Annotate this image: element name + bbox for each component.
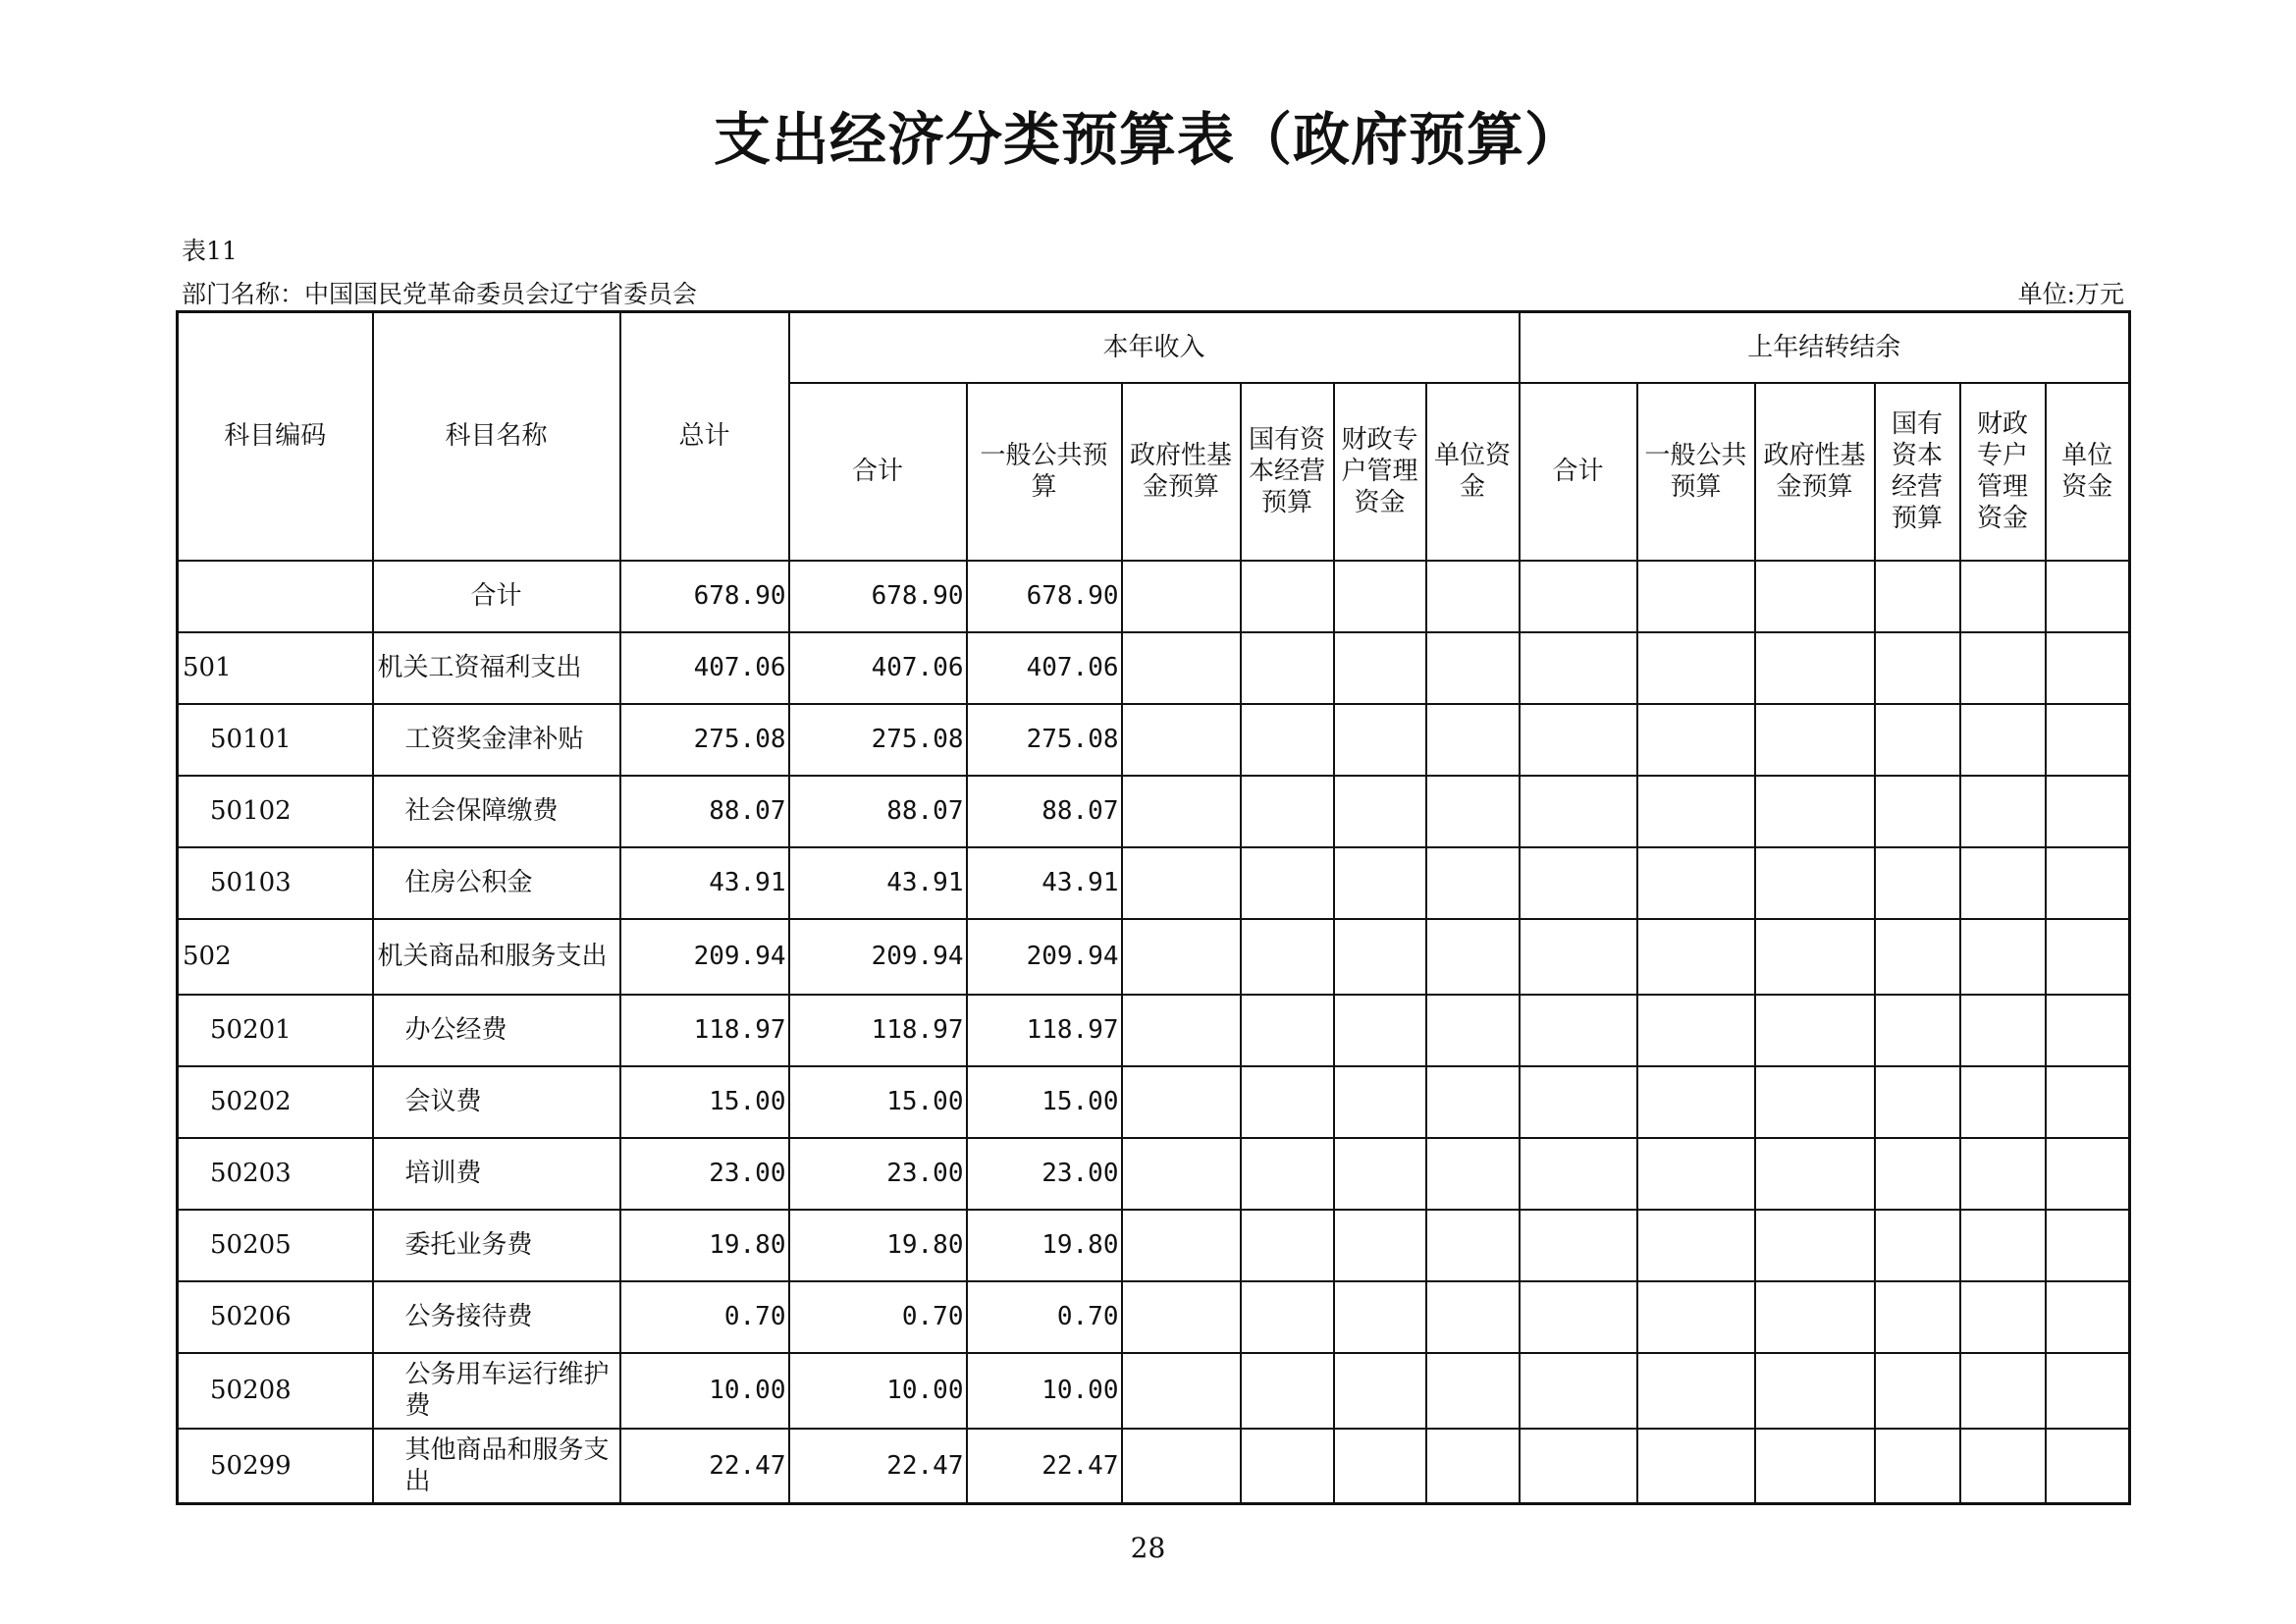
header-py-govfund: 政府性基金预算 xyxy=(1755,383,1875,561)
row-name: 委托业务费 xyxy=(373,1210,620,1281)
row-name: 其他商品和服务支出 xyxy=(373,1429,620,1504)
row-total: 407.06 xyxy=(620,632,789,704)
table-row xyxy=(178,1210,2130,1281)
row-cy-sum: 43.91 xyxy=(789,847,967,919)
page-title: 支出经济分类预算表（政府预算） xyxy=(713,106,1582,173)
row-total: 275.08 xyxy=(620,704,789,776)
header-py-unit: 单位资金 xyxy=(2046,383,2130,561)
row-code: 50208 xyxy=(178,1353,373,1429)
row-name: 公务接待费 xyxy=(373,1281,620,1353)
row-code: 50205 xyxy=(178,1210,373,1281)
header-total: 总计 xyxy=(620,312,789,561)
row-cy-general: 19.80 xyxy=(967,1210,1122,1281)
row-name: 公务用车运行维护费 xyxy=(373,1353,620,1429)
header-name: 科目名称 xyxy=(373,312,620,561)
row-cy-general: 407.06 xyxy=(967,632,1122,704)
row-code: 501 xyxy=(178,632,373,704)
table-row xyxy=(178,632,2130,704)
row-code: 50101 xyxy=(178,704,373,776)
row-total: 22.47 xyxy=(620,1429,789,1504)
header-cy-govfund: 政府性基金预算 xyxy=(1122,383,1241,561)
row-name: 机关商品和服务支出 xyxy=(373,919,620,995)
header-cy-stateop: 国有资本经营预算 xyxy=(1241,383,1334,561)
row-cy-general: 22.47 xyxy=(967,1429,1122,1504)
table-row xyxy=(178,561,2130,632)
row-cy-general: 88.07 xyxy=(967,776,1122,847)
row-name: 住房公积金 xyxy=(373,847,620,919)
row-name: 会议费 xyxy=(373,1066,620,1138)
row-cy-sum: 10.00 xyxy=(789,1353,967,1429)
row-total: 678.90 xyxy=(620,561,789,632)
header-py-sum: 合计 xyxy=(1520,383,1637,561)
row-code: 50201 xyxy=(178,995,373,1066)
row-name: 合计 xyxy=(373,561,620,632)
header-py-general: 一般公共预算 xyxy=(1637,383,1755,561)
header-cy-unit: 单位资金 xyxy=(1426,383,1520,561)
row-cy-sum: 15.00 xyxy=(789,1066,967,1138)
row-cy-general: 23.00 xyxy=(967,1138,1122,1210)
row-name: 社会保障缴费 xyxy=(373,776,620,847)
table-row xyxy=(178,704,2130,776)
row-cy-sum: 23.00 xyxy=(789,1138,967,1210)
row-total: 43.91 xyxy=(620,847,789,919)
row-cy-sum: 275.08 xyxy=(789,704,967,776)
table-row xyxy=(178,995,2130,1066)
row-cy-general: 678.90 xyxy=(967,561,1122,632)
header-prior-year: 上年结转结余 xyxy=(1520,312,2130,383)
table-row xyxy=(178,847,2130,919)
table-row xyxy=(178,1353,2130,1429)
row-total: 118.97 xyxy=(620,995,789,1066)
table-row xyxy=(178,1138,2130,1210)
row-code: 50203 xyxy=(178,1138,373,1210)
row-code: 50299 xyxy=(178,1429,373,1504)
budget-table xyxy=(176,310,2131,1505)
row-cy-general: 43.91 xyxy=(967,847,1122,919)
row-cy-general: 209.94 xyxy=(967,919,1122,995)
row-cy-sum: 88.07 xyxy=(789,776,967,847)
row-cy-general: 0.70 xyxy=(967,1281,1122,1353)
row-name: 工资奖金津补贴 xyxy=(373,704,620,776)
row-cy-general: 10.00 xyxy=(967,1353,1122,1429)
row-cy-sum: 22.47 xyxy=(789,1429,967,1504)
row-total: 10.00 xyxy=(620,1353,789,1429)
row-cy-sum: 19.80 xyxy=(789,1210,967,1281)
row-name: 机关工资福利支出 xyxy=(373,632,620,704)
row-code: 50202 xyxy=(178,1066,373,1138)
row-total: 209.94 xyxy=(620,919,789,995)
row-total: 23.00 xyxy=(620,1138,789,1210)
row-cy-general: 15.00 xyxy=(967,1066,1122,1138)
header-code: 科目编码 xyxy=(178,312,373,561)
department-name: 部门名称：中国国民党革命委员会辽宁省委员会 xyxy=(182,280,698,308)
header-py-special: 财政专户管理资金 xyxy=(1960,383,2046,561)
table-row xyxy=(178,1429,2130,1504)
header-cy-sum: 合计 xyxy=(789,383,967,561)
row-cy-sum: 118.97 xyxy=(789,995,967,1066)
table-row xyxy=(178,776,2130,847)
table-row xyxy=(178,919,2130,995)
row-total: 88.07 xyxy=(620,776,789,847)
row-code: 50206 xyxy=(178,1281,373,1353)
row-cy-sum: 678.90 xyxy=(789,561,967,632)
header-cy-general: 一般公共预算 xyxy=(967,383,1122,561)
table-row xyxy=(178,1066,2130,1138)
header-cy-special: 财政专户管理资金 xyxy=(1334,383,1426,561)
row-cy-general: 118.97 xyxy=(967,995,1122,1066)
unit-label: 单位:万元 xyxy=(2017,280,2124,308)
page-number: 28 xyxy=(1130,1532,1166,1564)
row-total: 19.80 xyxy=(620,1210,789,1281)
header-current-year: 本年收入 xyxy=(789,312,1520,383)
table-number: 表11 xyxy=(182,237,238,265)
row-code: 502 xyxy=(178,919,373,995)
row-code: 50102 xyxy=(178,776,373,847)
row-cy-sum: 0.70 xyxy=(789,1281,967,1353)
header-py-stateop: 国有资本经营预算 xyxy=(1875,383,1960,561)
row-name: 培训费 xyxy=(373,1138,620,1210)
row-total: 15.00 xyxy=(620,1066,789,1138)
row-code: 50103 xyxy=(178,847,373,919)
row-cy-sum: 407.06 xyxy=(789,632,967,704)
row-cy-general: 275.08 xyxy=(967,704,1122,776)
table-row xyxy=(178,1281,2130,1353)
row-code xyxy=(178,561,373,632)
row-total: 0.70 xyxy=(620,1281,789,1353)
row-name: 办公经费 xyxy=(373,995,620,1066)
row-cy-sum: 209.94 xyxy=(789,919,967,995)
